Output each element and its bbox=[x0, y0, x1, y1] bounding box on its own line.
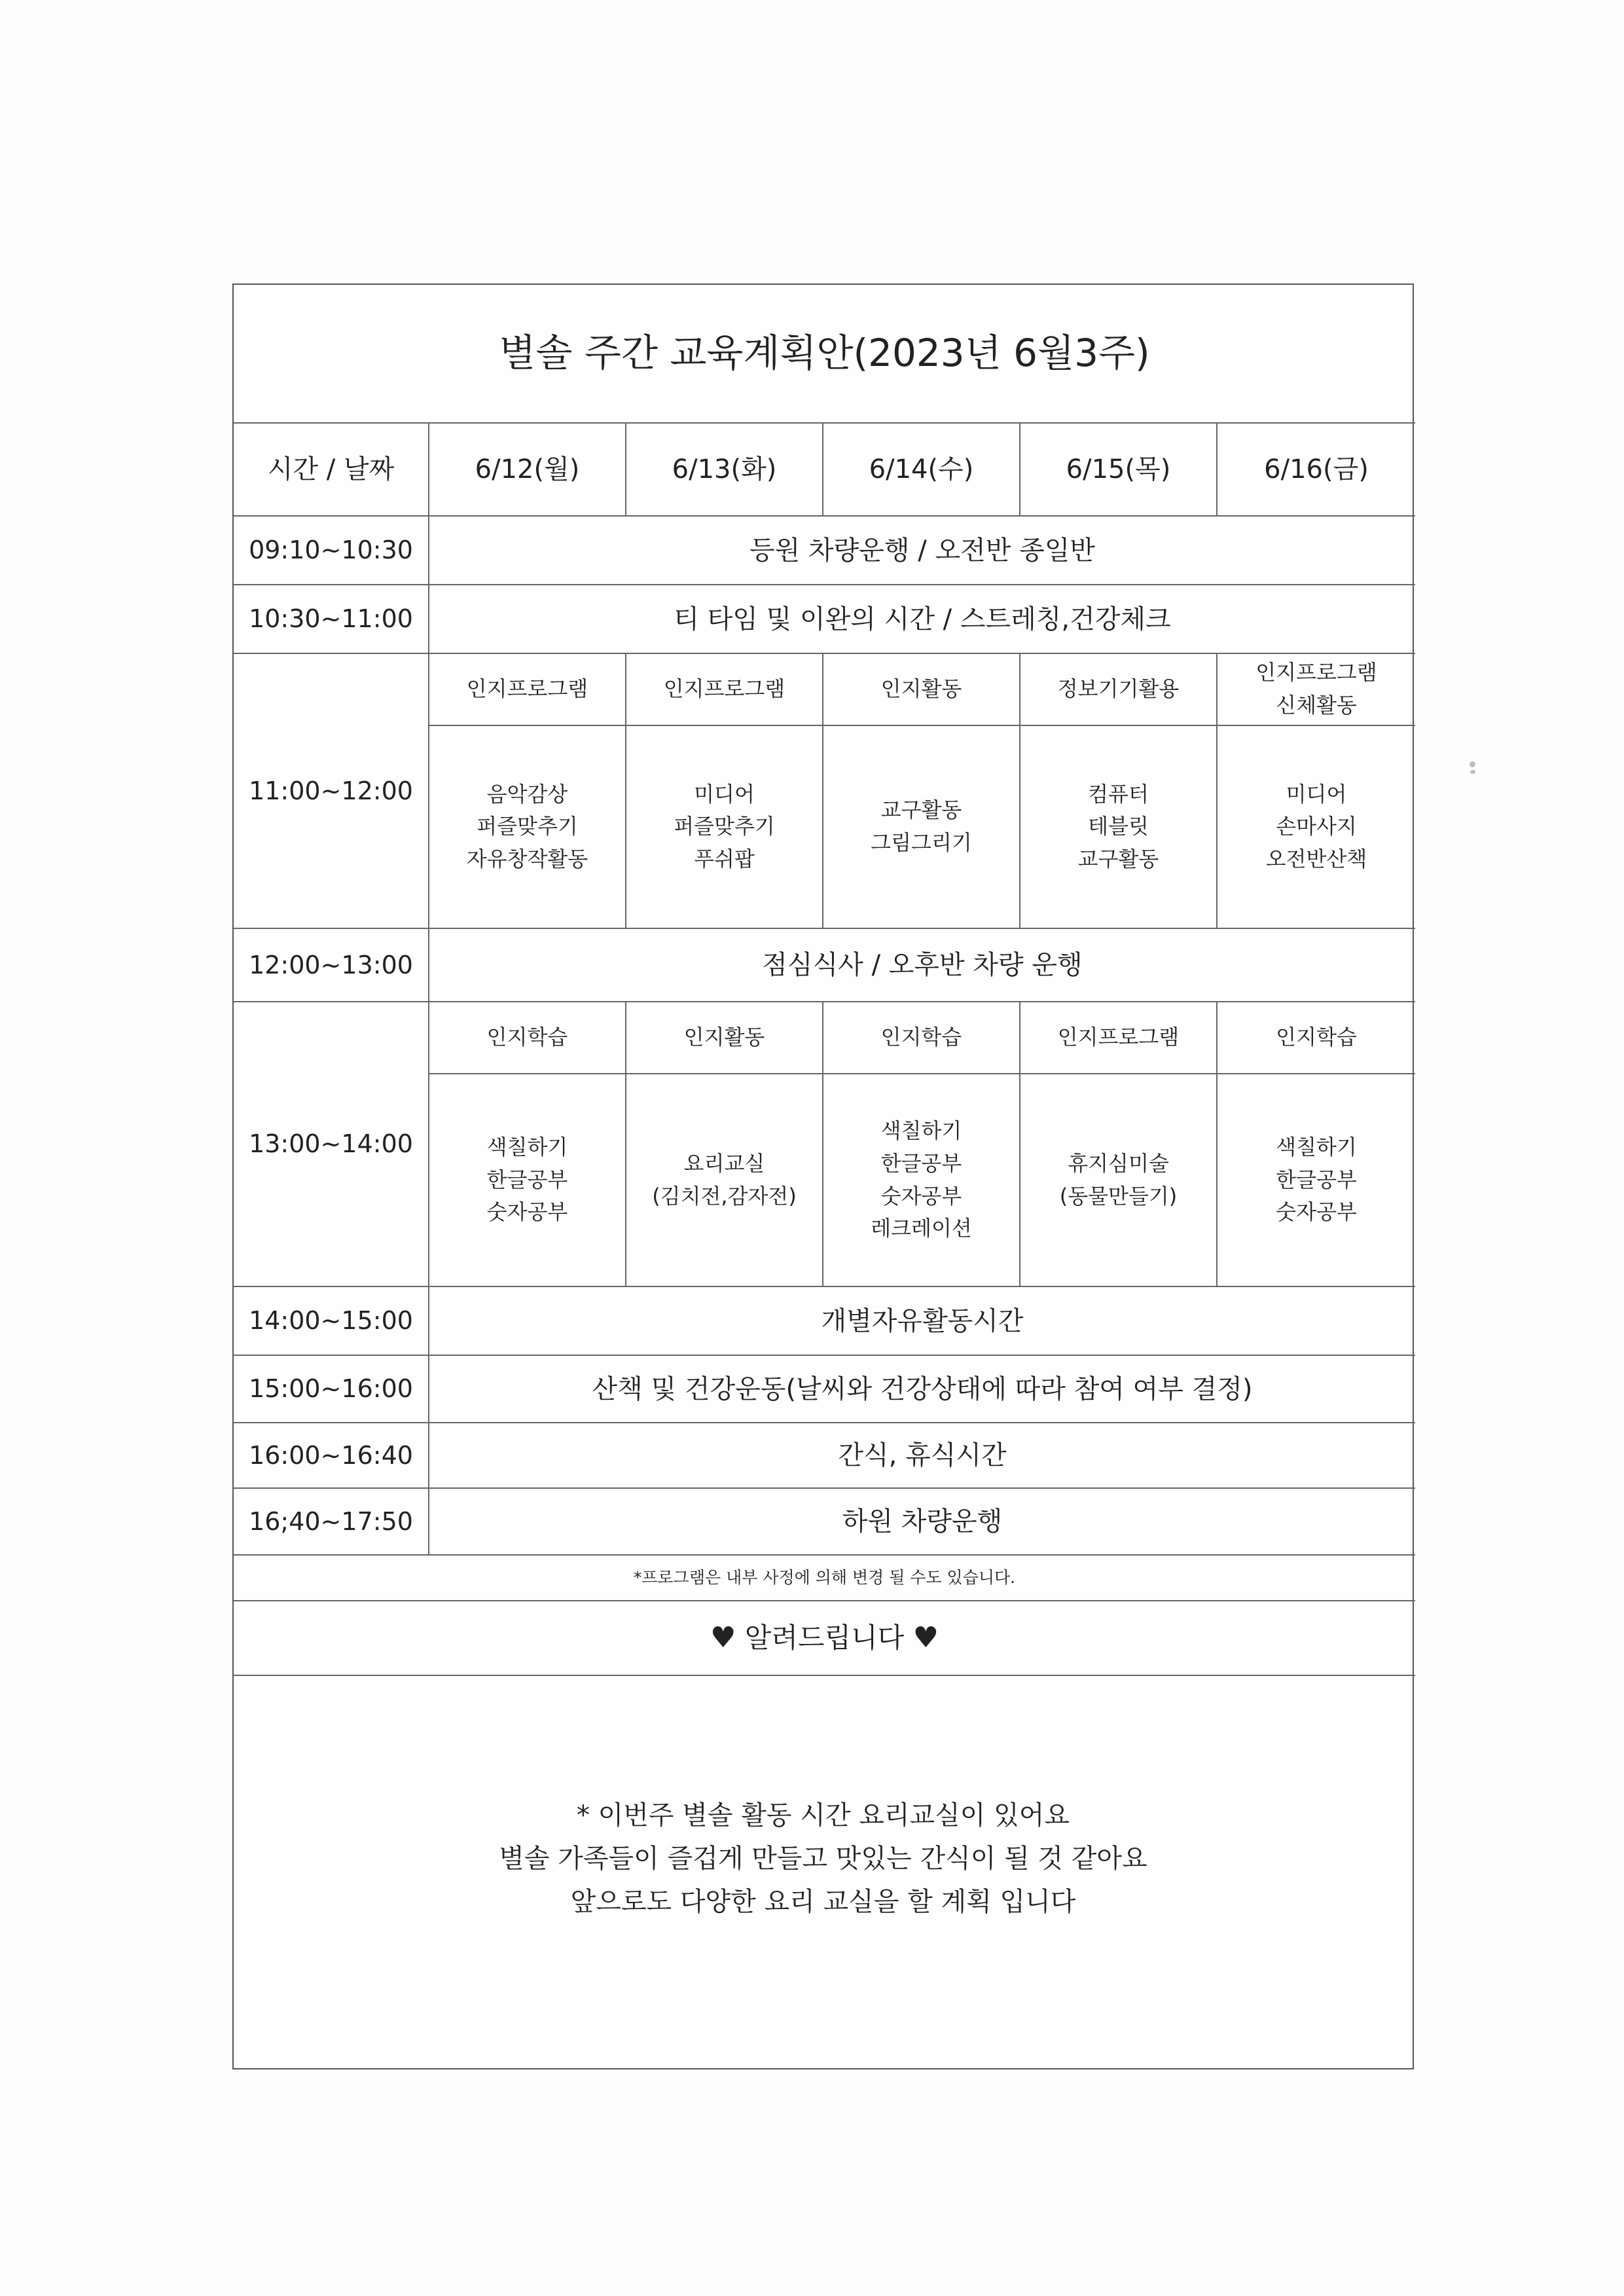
activity-line: 미디어 bbox=[694, 781, 755, 807]
activity-line: 한글공부 bbox=[880, 1150, 962, 1176]
day-header: 6/12(월) bbox=[429, 423, 626, 516]
schedule-row bbox=[234, 1355, 1415, 1423]
page-title: 별솔 주간 교육계획안(2023년 6월3주) bbox=[234, 285, 1415, 423]
category-label: 인지프로그램 bbox=[663, 676, 785, 702]
category-cell bbox=[1217, 653, 1415, 725]
schedule-row bbox=[234, 516, 1415, 585]
day-header: 6/16(금) bbox=[1217, 423, 1415, 516]
activity-cell bbox=[429, 1074, 626, 1286]
day-header: 6/13(화) bbox=[626, 423, 823, 516]
time-cell: 14:00~15:00 bbox=[234, 1286, 429, 1355]
schedule-row bbox=[234, 928, 1415, 1002]
activity-line: 한글공부 bbox=[1276, 1167, 1357, 1192]
category-label: 인지프로그램 bbox=[1255, 660, 1377, 685]
day-header: 6/14(수) bbox=[823, 423, 1020, 516]
activity-line: (김치전,감자전) bbox=[652, 1183, 797, 1209]
time-cell: 09:10~10:30 bbox=[234, 516, 429, 585]
activity-line: 교구활동 bbox=[1077, 846, 1159, 871]
activity-cell bbox=[1217, 725, 1415, 928]
activity-cell bbox=[429, 725, 626, 928]
activity-line: 색칠하기 bbox=[486, 1135, 568, 1160]
activity-cell bbox=[1020, 1074, 1217, 1286]
notice-line: * 이번주 별솔 활동 시간 요리교실이 있어요 bbox=[576, 1800, 1070, 1831]
activity-cell bbox=[626, 725, 823, 928]
heart-icon: ♥ bbox=[710, 1620, 736, 1654]
activity-line: 미디어 bbox=[1286, 781, 1347, 807]
category-cell: 인지학습 bbox=[429, 1002, 626, 1074]
activity-line: 교구활동 bbox=[880, 797, 962, 823]
schedule-row bbox=[234, 585, 1415, 653]
activity-cell: 티 타임 및 이완의 시간 / 스트레칭,건강체크 bbox=[429, 585, 1415, 653]
activity-line: 색칠하기 bbox=[880, 1118, 962, 1144]
corner-header: 시간 / 날짜 bbox=[234, 423, 429, 516]
activity-cell bbox=[626, 1074, 823, 1286]
activity-line: 오전반산책 bbox=[1265, 846, 1367, 871]
activity-line: 숫자공부 bbox=[880, 1183, 962, 1209]
header-row bbox=[234, 423, 1415, 516]
activity-line: 음악감상 bbox=[486, 781, 568, 807]
activity-line: 자유창작활동 bbox=[466, 846, 588, 871]
activity-cell: 등원 차량운행 / 오전반 종일반 bbox=[429, 516, 1415, 585]
activity-line: (동물만들기) bbox=[1059, 1183, 1178, 1209]
activity-line: 색칠하기 bbox=[1276, 1135, 1357, 1160]
activity-line: 한글공부 bbox=[486, 1167, 568, 1192]
activity-cell bbox=[823, 725, 1020, 928]
day-header: 6/15(목) bbox=[1020, 423, 1217, 516]
scan-speck bbox=[1470, 770, 1475, 774]
notice-heading bbox=[234, 1601, 1415, 1675]
notice-heading-text: 알려드립니다 bbox=[744, 1621, 905, 1654]
activity-line: 요리교실 bbox=[683, 1150, 765, 1176]
activity-cell: 점심식사 / 오후반 차량 운행 bbox=[429, 928, 1415, 1002]
activity-cell bbox=[823, 1074, 1020, 1286]
activity-line: 컴퓨터 bbox=[1088, 781, 1149, 807]
activity-cell bbox=[1217, 1074, 1415, 1286]
category-label: 신체활동 bbox=[1276, 693, 1357, 718]
schedule-row bbox=[234, 1423, 1415, 1488]
time-cell: 15:00~16:00 bbox=[234, 1355, 429, 1423]
activity-line: 테블릿 bbox=[1088, 814, 1149, 839]
activity-cell: 개별자유활동시간 bbox=[429, 1286, 1415, 1355]
activity-cell: 간식, 휴식시간 bbox=[429, 1423, 1415, 1488]
change-note: *프로그램은 내부 사정에 의해 변경 될 수도 있습니다. bbox=[234, 1555, 1415, 1601]
category-label: 인지활동 bbox=[880, 676, 962, 702]
activity-line: 손마사지 bbox=[1276, 814, 1357, 839]
notice-line: 별솔 가족들이 즐겁게 만들고 맛있는 간식이 될 것 같아요 bbox=[499, 1844, 1147, 1874]
activity-cell bbox=[1020, 725, 1217, 928]
heart-icon: ♥ bbox=[912, 1620, 939, 1654]
activity-line: 퍼즐맞추기 bbox=[477, 814, 578, 839]
category-cell: 인지활동 bbox=[626, 1002, 823, 1074]
activity-line: 숫자공부 bbox=[1276, 1199, 1357, 1225]
category-label: 인지프로그램 bbox=[466, 676, 588, 702]
weekly-plan-table bbox=[234, 285, 1415, 1676]
category-label: 정보기기활용 bbox=[1057, 676, 1180, 702]
activity-line: 푸쉬팝 bbox=[694, 846, 755, 871]
notice-message bbox=[234, 1794, 1413, 1923]
category-row bbox=[234, 1002, 1415, 1074]
time-cell: 16;40~17:50 bbox=[234, 1488, 429, 1555]
time-cell: 10:30~11:00 bbox=[234, 585, 429, 653]
time-cell: 13:00~14:00 bbox=[234, 1002, 429, 1286]
activity-line: 숫자공부 bbox=[486, 1199, 568, 1225]
activity-line: 휴지심미술 bbox=[1068, 1150, 1169, 1176]
activity-cell: 산책 및 건강운동(날씨와 건강상태에 따라 참여 여부 결정) bbox=[429, 1355, 1415, 1423]
activity-line: 퍼즐맞추기 bbox=[674, 814, 775, 839]
category-cell: 인지프로그램 bbox=[1020, 1002, 1217, 1074]
time-cell: 11:00~12:00 bbox=[234, 653, 429, 928]
category-cell bbox=[1020, 653, 1217, 725]
category-row bbox=[234, 653, 1415, 725]
notice-line: 앞으로도 다양한 요리 교실을 할 계획 입니다 bbox=[570, 1887, 1076, 1917]
category-cell bbox=[626, 653, 823, 725]
category-cell: 인지학습 bbox=[823, 1002, 1020, 1074]
activity-line: 레크레이션 bbox=[871, 1216, 972, 1241]
activity-cell: 하원 차량운행 bbox=[429, 1488, 1415, 1555]
time-cell: 12:00~13:00 bbox=[234, 928, 429, 1002]
schedule-row bbox=[234, 1286, 1415, 1355]
category-cell bbox=[429, 653, 626, 725]
scan-speck bbox=[1470, 761, 1475, 767]
schedule-row bbox=[234, 1488, 1415, 1555]
category-cell: 인지학습 bbox=[1217, 1002, 1415, 1074]
time-cell: 16:00~16:40 bbox=[234, 1423, 429, 1488]
category-cell bbox=[823, 653, 1020, 725]
plan-sheet bbox=[232, 283, 1414, 2069]
activity-line: 그림그리기 bbox=[871, 830, 972, 855]
